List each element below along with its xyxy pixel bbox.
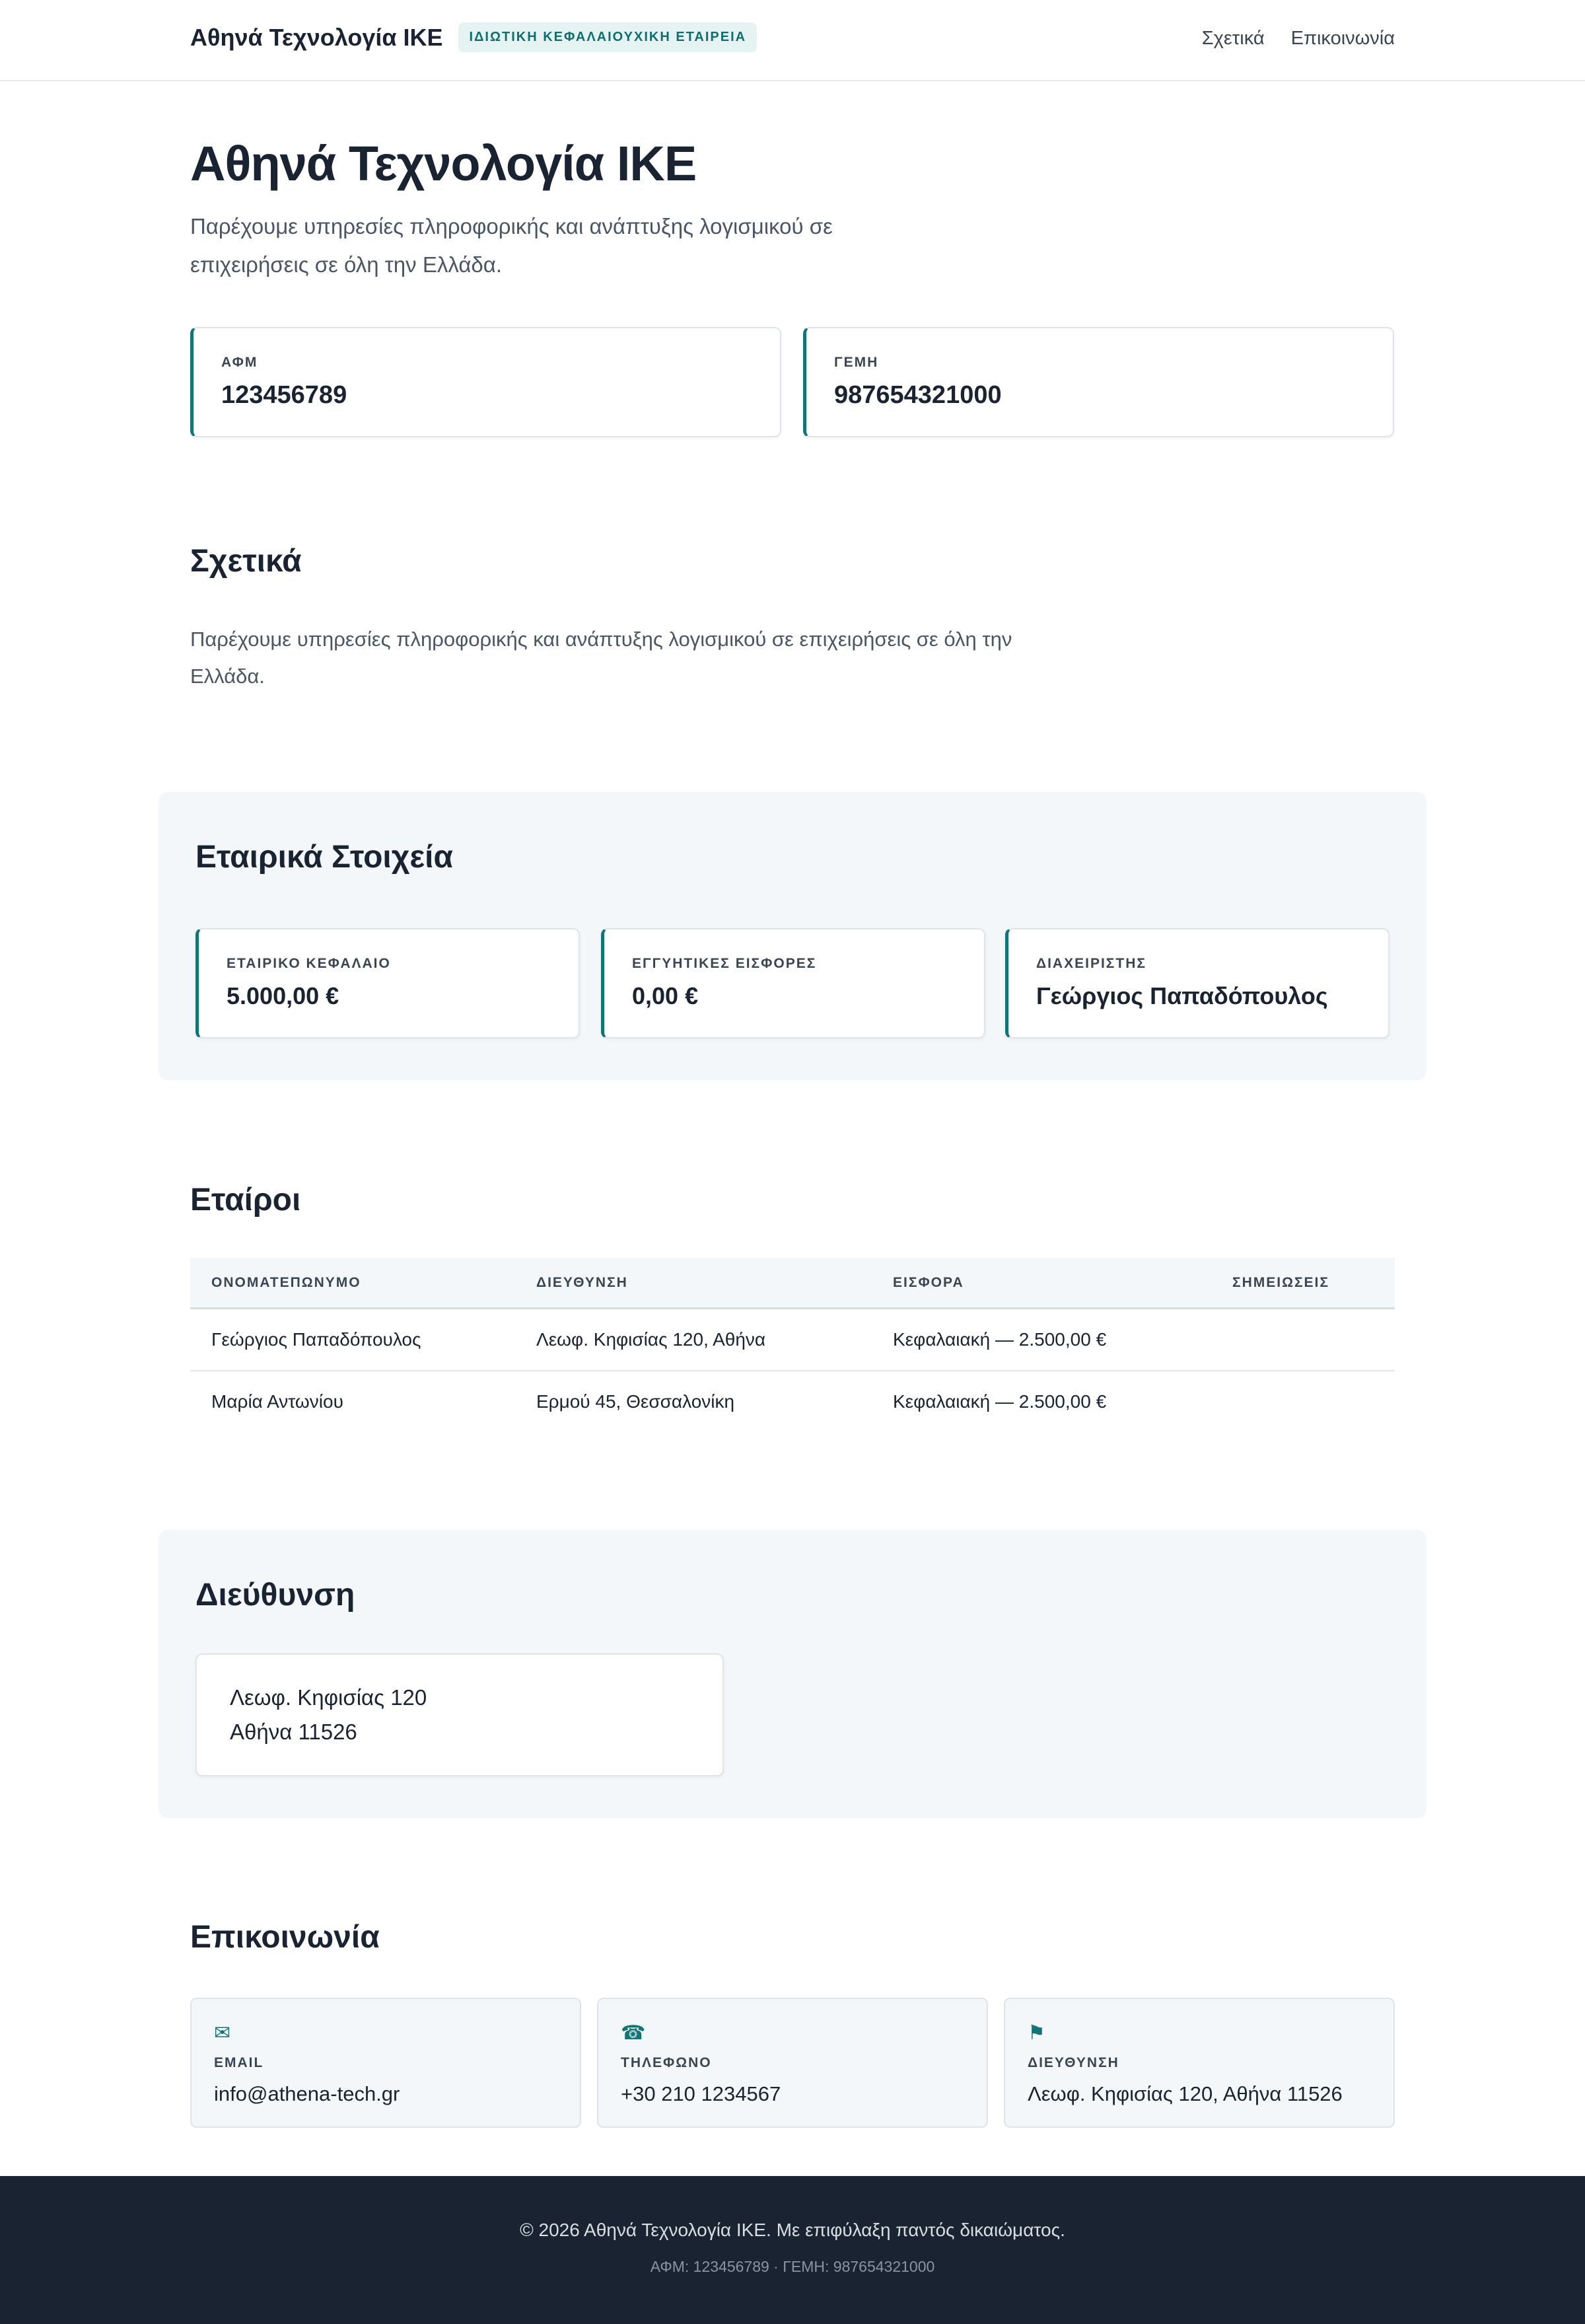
contact-phone-link[interactable]: +30 210 1234567: [621, 2082, 781, 2105]
partner-address: Ερμού 45, Θεσσαλονίκη: [536, 1391, 735, 1412]
column-header-name: ΟΝΟΜΑΤΕΠΩΝΥΜΟ: [211, 1275, 361, 1290]
contact-label-address: ΔΙΕΥΘΥΝΣΗ: [1028, 2055, 1119, 2070]
flag-icon: ⚑: [1028, 2022, 1045, 2044]
about-heading: Σχετικά: [190, 544, 302, 579]
hero-description: Παρέχουμε υπηρεσίες πληροφορικής και ανάπτυξης λογισμικού σε επιχειρήσεις σε όλη την Ελλάδα.: [190, 214, 833, 277]
nav-link-about[interactable]: Σχετικά: [1201, 28, 1265, 49]
column-header-address: ΔΙΕΥΘΥΝΣΗ: [536, 1275, 628, 1290]
afm-value: 123456789: [221, 381, 347, 409]
contact-card-email: [190, 1998, 581, 2128]
table-header: [190, 1258, 1395, 1309]
contact-label-phone: ΤΗΛΕΦΩΝΟ: [621, 2055, 712, 2070]
address-street: Λεωφ. Κηφισίας 120: [230, 1685, 427, 1710]
main-nav: [1202, 28, 1395, 50]
manager-value: Γεώργιος Παπαδόπουλος: [1036, 982, 1328, 1009]
contact-card-phone: [597, 1998, 988, 2128]
brand: [190, 22, 757, 52]
table-row: [190, 1371, 1395, 1434]
table-row: [190, 1309, 1395, 1371]
guarantee-contributions-label: ΕΓΓΥΗΤΙΚΕΣ ΕΙΣΦΟΡΕΣ: [632, 956, 817, 971]
contact-address-value: Λεωφ. Κηφισίας 120, Αθήνα 11526: [1028, 2082, 1343, 2105]
share-capital-card: [195, 928, 580, 1038]
company-type-badge: ΙΔΙΩΤΙΚΗ ΚΕΦΑΛΑΙΟΥΧΙΚΗ ΕΤΑΙΡΕΙΑ: [458, 22, 757, 52]
gemi-card: [803, 327, 1394, 437]
manager-label: ΔΙΑΧΕΙΡΙΣΤΗΣ: [1036, 956, 1146, 971]
address-card: [195, 1653, 724, 1776]
site-header: [0, 0, 1585, 81]
envelope-icon: ✉: [214, 2022, 231, 2044]
partner-name: Γεώργιος Παπαδόπουλος: [211, 1329, 421, 1350]
afm-card: [190, 327, 781, 437]
address-heading: Διεύθυνση: [195, 1578, 355, 1613]
partner-contribution: Κεφαλαιακή — 2.500,00 €: [893, 1391, 1107, 1412]
footer-registry-ids: ΑΦΜ: 123456789 · ΓΕΜΗ: 987654321000: [650, 2258, 935, 2275]
page-title: Αθηνά Τεχνολογία ΙΚΕ: [190, 136, 697, 191]
contact-heading: Επικοινωνία: [190, 1920, 380, 1955]
column-header-notes: ΣΗΜΕΙΩΣΕΙΣ: [1232, 1275, 1329, 1290]
guarantee-contributions-value: 0,00 €: [632, 982, 699, 1009]
share-capital-label: ΕΤΑΙΡΙΚΟ ΚΕΦΑΛΑΙΟ: [227, 956, 391, 971]
about-text: Παρέχουμε υπηρεσίες πληροφορικής και ανάπτυξης λογισμικού σε επιχειρήσεις σε όλη την Ελλάδα.: [190, 628, 1012, 688]
contact-email-link[interactable]: info@athena-tech.gr: [214, 2082, 400, 2105]
partner-name: Μαρία Αντωνίου: [211, 1391, 343, 1412]
manager-card: [1005, 928, 1390, 1038]
brand-name[interactable]: Αθηνά Τεχνολογία ΙΚΕ: [190, 23, 443, 51]
afm-label: ΑΦΜ: [221, 355, 258, 370]
partners-heading: Εταίροι: [190, 1182, 301, 1217]
gemi-label: ΓΕΜΗ: [834, 355, 879, 370]
partner-contribution: Κεφαλαιακή — 2.500,00 €: [893, 1329, 1107, 1350]
address-city: Αθήνα 11526: [230, 1720, 357, 1744]
gemi-value: 987654321000: [834, 381, 1002, 409]
column-header-contribution: ΕΙΣΦΟΡΑ: [893, 1275, 964, 1290]
phone-icon: ☎: [621, 2022, 646, 2044]
site-footer: [0, 2176, 1585, 2324]
nav-link-contact[interactable]: Επικοινωνία: [1290, 28, 1395, 49]
share-capital-value: 5.000,00 €: [227, 982, 339, 1009]
contact-label-email: EMAIL: [214, 2055, 264, 2070]
footer-copyright: © 2026 Αθηνά Τεχνολογία ΙΚΕ. Με επιφύλαξη παντός δικαιώματος.: [520, 2220, 1065, 2240]
company-info-heading: Εταιρικά Στοιχεία: [195, 840, 453, 875]
partners-table: [190, 1258, 1395, 1434]
guarantee-contributions-card: [601, 928, 985, 1038]
partner-address: Λεωφ. Κηφισίας 120, Αθήνα: [536, 1329, 766, 1350]
contact-card-address: [1004, 1998, 1395, 2128]
